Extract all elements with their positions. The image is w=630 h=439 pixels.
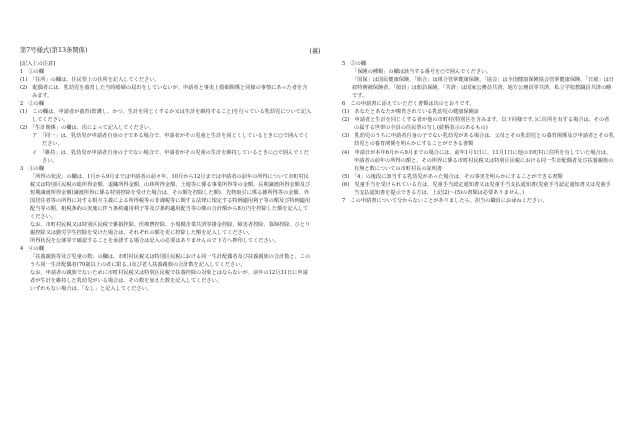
numbered-note: (1) 「住所」の欄は、住民票上の住所を記入してください。 [20,77,160,84]
note-paragraph: 「国保」は国民健康保険、「組合」は組合管掌健康保険、「協会」は全国健康保険協会管掌健康保険、「日雇」は日雇特例被保険者、「船員」は船員保険、「共済」は国家公務員共済、地方公務員等共済、私立学校教職員共済の略です。 [352,77,614,100]
right-column [342,60,614,205]
numbered-note: (2) 「生計関係」の欄は、次によって記入してください。 [20,125,155,132]
back-side-title: (裏) [309,48,321,55]
section-heading: 4 ④の欄 [20,246,45,253]
note-paragraph: 「扶養親族等及び児童の数」の欄は、市町村民税又は特別区民税における同一生計配偶者及び扶養親族の合計数と、このうち同一生計配偶者(70歳以上の者に限る。)及び老人扶養親族の合計数を記入してください。 [30,254,311,269]
note-paragraph: なお、市町村民税又は特別区民税で雑損控除、医療費控除、小規模企業共済等掛金控除、障害者控除、寡婦控除、ひとり親控除又は勤労学生控除を受けた場合は、それぞれの額を更に控除した額を記入してください。 [30,221,311,236]
left-column [20,60,312,293]
note-paragraph: 「保険の種類」の欄は該当する番号を○で囲んでください。 [352,69,492,76]
sub-note: イ 「維持」は、乳幼児が申請者自身の子でない場合で、申請者がその児童の生計を維持しているときに○で囲んでください。 [32,149,309,164]
note-paragraph: 所得状況を公簿等で確認することを承諾する場合は記入の必要はありませんので下方へ押印してください。 [30,238,280,245]
section-heading: 6 この申請書に添えていただく書類は次のとおりです。 [342,101,475,108]
numbered-note: (6) 児童手当を受けられている方は、児童手当認定通知書又は児童手当支払通知書(児童手当認定通知書又は児童手当支払通知書を提示できる方は、上記(2)～(5)の書類は必要ありません。) [342,181,611,196]
numbered-note: (4) 申請日が本年6月から9月までの場合には、前年1月1日に、11月1日に他の市町村に住所を有していた場合は、申請者の前年の所得の額と、その所得に係る市町村民税又は特別区民税における同一生計配偶者及び扶養親族の有無と数についての市町村長の証明書 [342,149,614,172]
section-heading: 7 この申請書について分からないことがありましたら、担当の職員にお尋ねください。 [342,197,548,204]
note-paragraph: いずれもない場合は、「なし」と記入してください。 [30,286,152,293]
section-heading: 2 ②の欄 [20,101,45,108]
numbered-note: (2) 配偶者には、乳幼児を養育した当時婚姻の届出をしていないが、申請者と事実上婚姻関係と同様の事情にあった者を含みます。 [20,85,308,100]
numbered-note: (1) この欄は、申請者が養育(監護し、かつ、生計を同じくするか又は生計を維持すること)を行っている乳幼児について記入してください。 [20,109,312,124]
form-number: 第7号様式(第13条関係) [20,47,88,54]
section-heading: 1 ①の欄 [20,69,45,76]
notes-title: [記入上の注意] [20,61,56,67]
numbered-note: (1) あなたとあなたが療育されている乳幼児の健康保険証 [342,109,480,116]
note-paragraph: なお、申請者の親族でないために市町村民税又は特別区民税で扶養控除の対象とはならないが、前年の12月31日に申請者が生計を維持した乳幼児がいる場合は、その数を加えた数を記入してください。 [30,270,308,285]
section-heading: 5 ⑤の欄 [342,61,367,67]
note-paragraph: 「所得の状況」の欄は、1月から9月までは申請者の前々年、10月から12月までは申請者の前年の所得について市町村民税又は特別区民税の総所得金額、退職所得金額、山林所得金額、土地等に係る事業所得等の金額、長期譲渡所得金額及び短期譲渡所得金額(譲渡所得に係る特別控除を受けた場合は、その額を控除した額)、先物取引に係る雑所得等の金額、外国居住者等の所得に対する相互主義による所得税等の非課税等に関する法律に規定する特例適用利子等の額及び特例適用配当等の額、租税条約の実施に伴う条約適用利子等及び条約適用配当等の額の合計額から8万円を控除した額を記入してください。 [30,173,311,220]
sub-note: ア 「同一」は、乳幼児が申請者自身の子である場合で、申請者がその児童と生計を同じくしているときに○で囲んでください。 [32,133,309,148]
section-heading: 3 ③の欄 [20,165,45,172]
numbered-note: (3) 乳幼児のうちに申請者自身の子でない乳幼児がある場合は、父母とその乳幼児との養育関係及び申請者とその乳幼児との養育関係を明らかにすることができる書類 [342,133,614,148]
numbered-note: (2) 申請者と生計を同じくする者が他の市町村(特別区を含みます。以下同様です。)に住所を有する場合は、その者の属する世帯の全員の住民票の写し(続柄表示のあるもの) [342,117,610,132]
numbered-note: (5) 「4」の後段に該当する乳幼児があった場合は、その事実を明らかにすることができる書類 [342,173,563,180]
